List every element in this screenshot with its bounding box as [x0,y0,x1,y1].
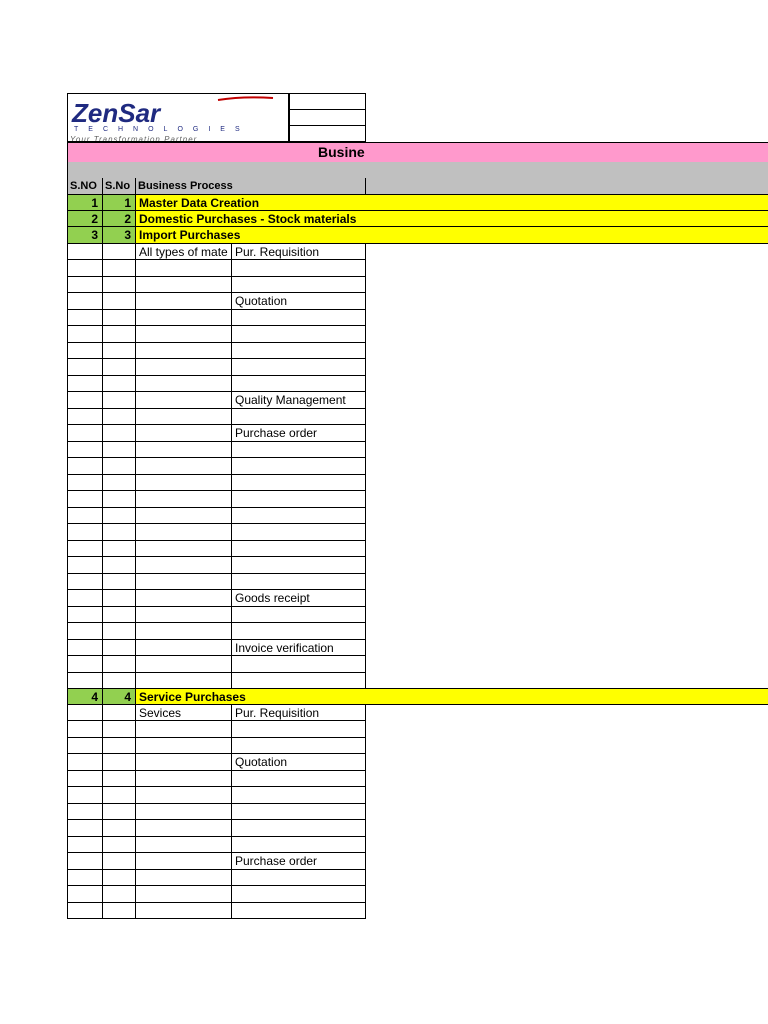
import-row [67,607,366,624]
sheet-title: Busine [318,144,365,160]
import-row [67,277,366,294]
service-cell-col2 [102,837,135,854]
service-cell-col1 [67,820,102,837]
logo-tagline: Your Transformation Partner [70,135,198,142]
import-row [67,491,366,508]
import-cell-col2 [102,409,135,426]
import-cell-col2 [102,541,135,558]
import-row [67,673,366,690]
import-cell-col3 [135,590,231,607]
import-cell-col2 [102,557,135,574]
import-cell-col1 [67,673,102,690]
logo-side-cell-2 [289,109,366,126]
import-row [67,475,366,492]
import-cell-col1 [67,326,102,343]
import-row [67,458,366,475]
import-cell-col1 [67,376,102,393]
import-cell-col1 [67,623,102,640]
logo-brand: ZenSar [72,98,161,128]
import-cell-col2 [102,310,135,327]
service-cell-col4 [231,820,366,837]
import-cell-col3 [135,623,231,640]
import-cell-col3 [135,392,231,409]
service-cell-col3 [135,771,231,788]
import-cell-col1 [67,310,102,327]
import-cell-col1 [67,425,102,442]
section-row-2 [67,211,768,228]
import-cell-col4 [231,310,366,327]
service-cell-col3 [135,870,231,887]
import-cell-col1 [67,409,102,426]
import-cell-col3 [135,640,231,657]
import-cell-col3 [135,656,231,673]
import-cell-col4 [231,574,366,591]
service-cell-col2 [102,771,135,788]
section-row-4 [67,688,768,705]
import-cell-col1 [67,442,102,459]
import-row [67,293,366,310]
import-row [67,541,366,558]
import-cell-col3 [135,508,231,525]
import-cell-col4: Quality Management [231,392,366,409]
service-cell-col3 [135,754,231,771]
import-cell-col4 [231,557,366,574]
service-row [67,870,366,887]
import-row [67,574,366,591]
service-row [67,903,366,920]
service-cell-col2 [102,820,135,837]
import-cell-col3 [135,359,231,376]
import-cell-col2 [102,277,135,294]
title-band [67,142,768,162]
import-cell-col2 [102,475,135,492]
logo-side-cell-1 [289,93,366,110]
section-4-sno-2: 4 [102,688,135,705]
service-cell-col3: Sevices [135,705,231,722]
service-cell-col4 [231,738,366,755]
service-cell-col3 [135,837,231,854]
section-3-sno: 3 [67,227,102,244]
service-cell-col1 [67,721,102,738]
import-row [67,409,366,426]
import-cell-col3 [135,607,231,624]
import-cell-col3 [135,524,231,541]
import-cell-col1 [67,260,102,277]
import-cell-col1 [67,475,102,492]
import-cell-col1 [67,293,102,310]
import-cell-col1 [67,557,102,574]
import-row [67,343,366,360]
section-3-sno-2: 3 [102,227,135,244]
import-cell-col4 [231,475,366,492]
service-cell-col2 [102,705,135,722]
section-1-sno-2: 1 [102,194,135,211]
service-row [67,820,366,837]
import-cell-col2 [102,656,135,673]
service-cell-col1 [67,903,102,920]
import-cell-col3 [135,425,231,442]
import-cell-col3 [135,409,231,426]
import-cell-col4 [231,673,366,690]
import-cell-col4 [231,326,366,343]
service-cell-col2 [102,804,135,821]
section-1-sno: 1 [67,194,102,211]
section-4-name: Service Purchases [135,688,768,705]
service-cell-col4 [231,804,366,821]
service-cell-col2 [102,721,135,738]
service-cell-col2 [102,903,135,920]
service-cell-col1 [67,837,102,854]
import-cell-col2 [102,244,135,261]
import-cell-col4 [231,442,366,459]
import-row [67,623,366,640]
import-cell-col1 [67,541,102,558]
service-cell-col4: Pur. Requisition [231,705,366,722]
import-cell-col1 [67,607,102,624]
import-cell-col3 [135,260,231,277]
import-cell-col2 [102,293,135,310]
import-cell-col4 [231,409,366,426]
import-row [67,392,366,409]
import-cell-col3 [135,475,231,492]
import-cell-col4 [231,607,366,624]
service-cell-col1 [67,870,102,887]
import-cell-col4: Purchase order [231,425,366,442]
section-3-name: Import Purchases [135,227,768,244]
section-2-sno-2: 2 [102,211,135,228]
import-cell-col4 [231,508,366,525]
import-cell-col2 [102,673,135,690]
logo-side-cell-3 [289,125,366,142]
import-cell-col3 [135,574,231,591]
service-row [67,787,366,804]
import-cell-col2 [102,508,135,525]
import-cell-col3 [135,491,231,508]
import-cell-col4: Invoice verification [231,640,366,657]
service-row [67,853,366,870]
import-cell-col2 [102,458,135,475]
import-cell-col3 [135,376,231,393]
service-cell-col3 [135,787,231,804]
import-cell-col4 [231,376,366,393]
import-cell-col1 [67,343,102,360]
logo-sub: TECHNOLOGIES [74,126,250,133]
import-cell-col4: Pur. Requisition [231,244,366,261]
import-cell-col3 [135,541,231,558]
zensar-logo [67,93,289,142]
import-row [67,656,366,673]
service-row [67,705,366,722]
import-cell-col4 [231,541,366,558]
import-cell-col1 [67,491,102,508]
service-cell-col4: Purchase order [231,853,366,870]
service-cell-col3 [135,903,231,920]
service-row [67,754,366,771]
import-cell-col3: All types of mate [135,244,231,261]
service-cell-col4 [231,870,366,887]
import-row [67,425,366,442]
service-cell-col4: Quotation [231,754,366,771]
import-cell-col1 [67,359,102,376]
section-2-sno: 2 [67,211,102,228]
service-cell-col4 [231,886,366,903]
service-row [67,886,366,903]
section-4-sno: 4 [67,688,102,705]
import-cell-col1 [67,508,102,525]
service-cell-col1 [67,738,102,755]
import-cell-col2 [102,376,135,393]
service-cell-col3 [135,853,231,870]
section-row-1 [67,194,768,211]
service-cell-col2 [102,853,135,870]
service-cell-col3 [135,738,231,755]
import-cell-col4 [231,343,366,360]
service-row [67,721,366,738]
import-cell-col4 [231,260,366,277]
import-cell-col2 [102,524,135,541]
import-row [67,376,366,393]
import-cell-col4 [231,656,366,673]
import-row [67,310,366,327]
import-cell-col3 [135,343,231,360]
import-cell-col4 [231,524,366,541]
import-cell-col1 [67,277,102,294]
import-row [67,359,366,376]
service-cell-col1 [67,705,102,722]
import-cell-col1 [67,640,102,657]
import-cell-col1 [67,244,102,261]
import-cell-col3 [135,310,231,327]
service-row [67,837,366,854]
import-cell-col1 [67,574,102,591]
import-cell-col3 [135,277,231,294]
import-cell-col2 [102,623,135,640]
import-cell-col2 [102,640,135,657]
import-row [67,442,366,459]
service-cell-col4 [231,787,366,804]
import-cell-col2 [102,607,135,624]
service-cell-col3 [135,886,231,903]
import-cell-col2 [102,574,135,591]
section-row-3 [67,227,768,244]
import-cell-col2 [102,343,135,360]
import-cell-col3 [135,458,231,475]
service-row [67,804,366,821]
import-cell-col4 [231,458,366,475]
import-cell-col4 [231,491,366,508]
section-1-name: Master Data Creation [135,194,768,211]
import-cell-col4: Quotation [231,293,366,310]
service-cell-col4 [231,837,366,854]
import-cell-col2 [102,590,135,607]
service-cell-col1 [67,771,102,788]
import-cell-col2 [102,425,135,442]
import-cell-col2 [102,326,135,343]
import-cell-col2 [102,392,135,409]
service-cell-col1 [67,787,102,804]
import-cell-col3 [135,442,231,459]
import-row [67,590,366,607]
import-cell-col3 [135,326,231,343]
service-cell-col2 [102,787,135,804]
import-row [67,244,366,261]
service-cell-col1 [67,804,102,821]
import-row [67,557,366,574]
service-cell-col2 [102,738,135,755]
import-row [67,640,366,657]
import-cell-col3 [135,557,231,574]
header-business-process: Business Process [135,178,366,194]
service-cell-col4 [231,903,366,920]
import-cell-col1 [67,524,102,541]
service-cell-col1 [67,754,102,771]
service-row [67,738,366,755]
service-cell-col3 [135,804,231,821]
import-cell-col4 [231,277,366,294]
import-row [67,524,366,541]
service-cell-col4 [231,721,366,738]
import-cell-col2 [102,260,135,277]
service-cell-col3 [135,721,231,738]
section-2-name: Domestic Purchases - Stock materials [135,211,768,228]
import-cell-col2 [102,491,135,508]
service-cell-col2 [102,754,135,771]
service-cell-col4 [231,771,366,788]
import-cell-col2 [102,359,135,376]
import-cell-col1 [67,590,102,607]
import-cell-col4: Goods receipt [231,590,366,607]
import-cell-col4 [231,359,366,376]
service-cell-col1 [67,886,102,903]
import-cell-col1 [67,458,102,475]
import-row [67,260,366,277]
import-row [67,508,366,525]
import-cell-col3 [135,293,231,310]
import-cell-col2 [102,442,135,459]
zensar-logo-graphic [68,94,289,142]
service-cell-col3 [135,820,231,837]
service-cell-col1 [67,853,102,870]
header-sno-1: S.NO [67,178,102,194]
import-cell-col4 [231,623,366,640]
header-sno-2: S.No [102,178,135,194]
service-cell-col2 [102,886,135,903]
service-cell-col2 [102,870,135,887]
import-cell-col3 [135,673,231,690]
import-cell-col1 [67,392,102,409]
import-row [67,326,366,343]
service-row [67,771,366,788]
import-cell-col1 [67,656,102,673]
